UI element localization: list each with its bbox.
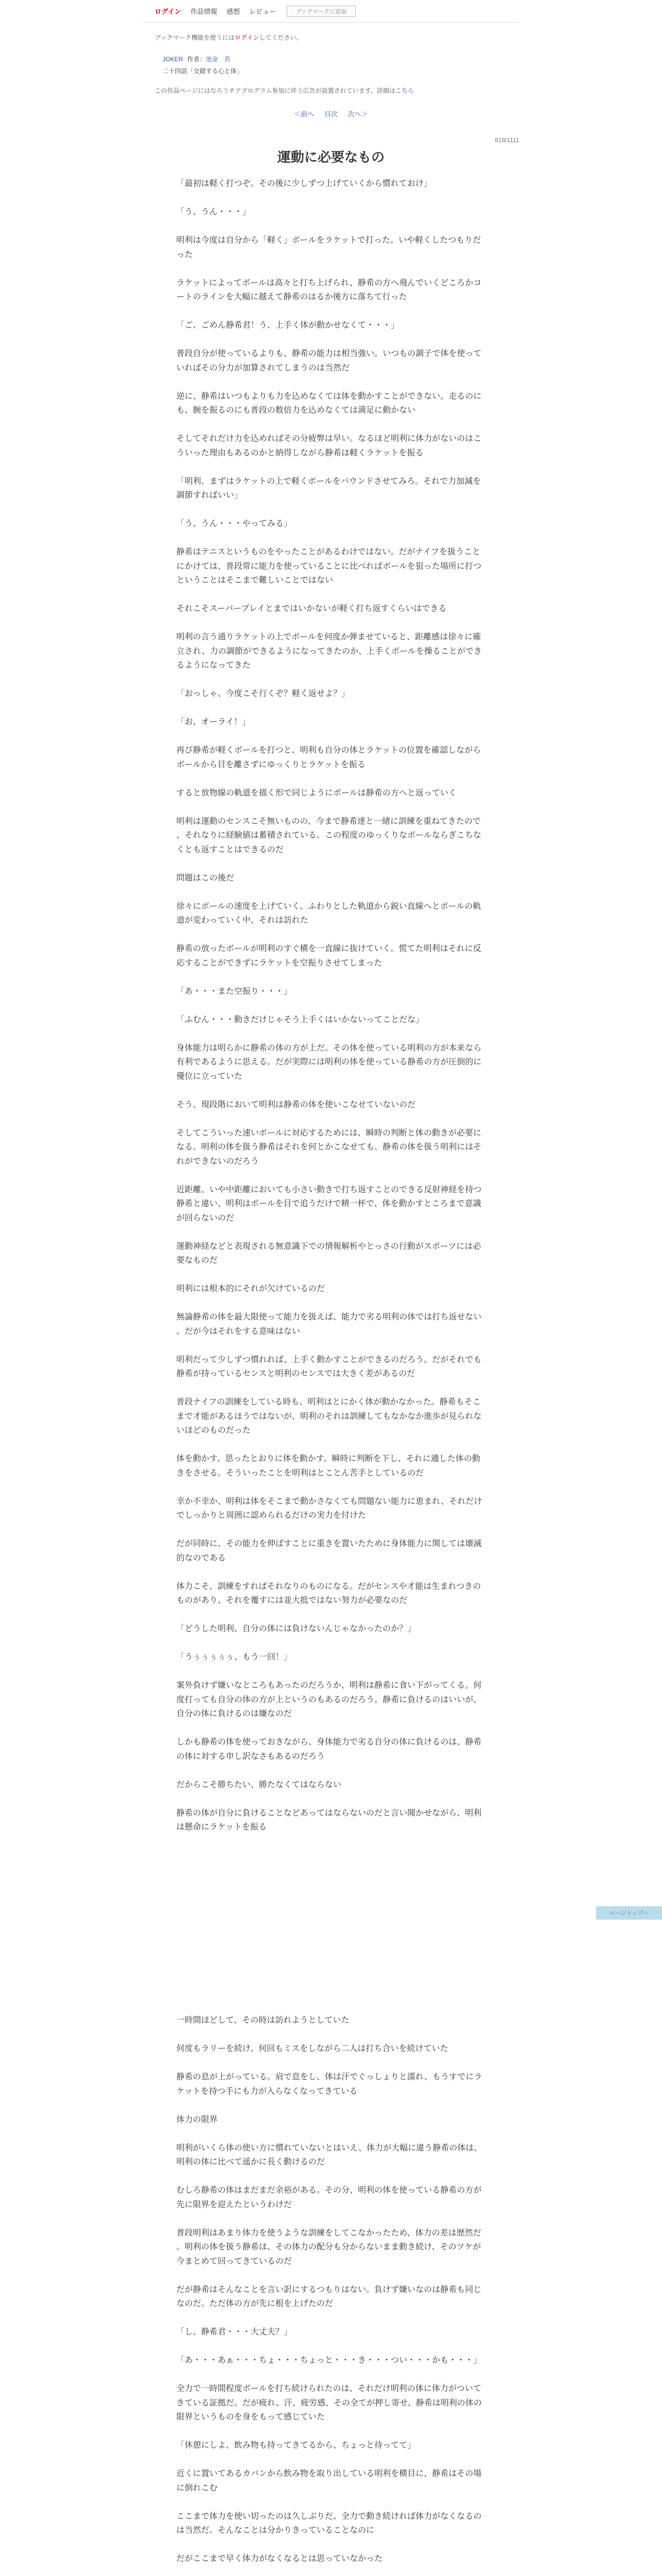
ad-space (176, 1849, 486, 2013)
body-paragraph: 「し、静希君・・・大丈夫？」 (176, 2328, 292, 2336)
body-paragraph: 「あ・・・また空振り・・・」 (176, 987, 292, 996)
body-paragraph: 身体能力は明らかに静希の体の方が上だ。その体を使っている明利の方が本来なら有利であるように思える。だが実際には明利の体を使っている静希の方が圧倒的に優位に立っていた (176, 1043, 482, 1081)
body-paragraph: 「休憩にしよ、飲み物も持ってきてるから、ちょっと待ってて」 (176, 2441, 416, 2450)
body-paragraph: 静希の放ったボールが明利のすぐ横を一直線に抜けていく。慌てた明利はそれに反応することができずにラケットを空振りさせてしまった (176, 944, 482, 968)
ad-notice-text: この作品ページにはなろうチアプログラム参加に伴う広告が設置されています。詳細は (155, 87, 395, 94)
body-paragraph: だが同時に、その能力を伸ばすことに重きを置いたために身体能力に関しては壊滅的なのである (176, 1539, 482, 1563)
body-paragraph: 明利の言う通りラケットの上でボールを何度か弾ませていると、距離感は徐々に確立され、力の調節ができるようになってきたのか、上手くボールを操ることができるようになってきた (176, 633, 482, 670)
body-paragraph: 普段自分が使っているよりも、静希の能力は相当強い。いつもの調子で体を使っていればその分力が加算されてしまうのは当然だ (176, 349, 482, 372)
nav-novel-info-link[interactable]: 作品情報 (190, 8, 218, 15)
body-paragraph: 体力の限界 (176, 2115, 218, 2124)
body-paragraph: 普段ナイフの訓練をしている時も、明利はとにかく体が動かなかった。静希もそこまで才能があるほうではないが、明利のそれは訓練してもなかなか進歩が見られないほどのものだった (176, 1398, 482, 1435)
body-paragraph: だが静希はそんなことを言い訳にするつもりはない。負けず嫌いなのは静希も同じなのだ。ただ体の方が先に根を上げたのだ (176, 2285, 482, 2308)
add-bookmark-button[interactable]: ブックマークに追加 (287, 6, 356, 17)
body-paragraph: それこそスーパープレイとまではいかないが軽く打ち返すくらいはできる (176, 604, 447, 613)
ad-notice-details-link[interactable]: こちら (395, 87, 414, 94)
author-label: 作者： (187, 56, 206, 63)
body-paragraph: だがここまで早く体力がなくなるとは思っていなかった (176, 2554, 383, 2563)
body-paragraph: 案外負けず嫌いなところもあったのだろうか、明利は静希に食い下がってくる。何度打っても自分の体の方が上というのもあるのだろう。静希に負けるのはいいが、自分の体に負けるのは嫌なのだ (176, 1681, 482, 1718)
page-top-button[interactable]: ページトップへ (596, 1906, 662, 1920)
bookmark-login-notice (143, 33, 519, 42)
body-paragraph: ここまで体力を使い切ったのは久しぶりだ。全力で動き続ければ体力がなくなるのは当然だ。そんなことは分かりきっていることなのに (176, 2512, 482, 2535)
body-paragraph: 明利だって少しずつ慣れれば、上手く動かすことができるのだろう。だがそれでも静希が持っているセンスと明利のセンスでは大きく差があるのだ (176, 1355, 482, 1378)
top-navigation-bar (143, 0, 519, 23)
body-paragraph: すると放物線の軌道を描く形で同じようにボールは静希の方へと返っていく (176, 788, 457, 798)
table-of-contents-link[interactable]: 目次 (324, 110, 338, 118)
body-paragraph: 逆に、静希はいつもよりも力を込めなくては体を動かすことができない。走るのにも、腕を振るのにも普段の数倍力を込めなくては満足に動かない (176, 392, 482, 415)
novel-contents (143, 0, 519, 2576)
body-paragraph: そしてこういった速いボールに対応するためには、瞬時の判断と体の動きが必要になる。明利の体を扱う静希はそれを何とかこなせても、静希の体を扱う明利にはそれができないのだろう (176, 1128, 482, 1166)
body-paragraph: 近くに置いてあるカバンから飲み物を取り出している明利を横目に、静希はその場に倒れこむ (176, 2469, 482, 2493)
body-paragraph: 再び静希が軽くボールを打つと、明利も自分の体とラケットの位置を確認しながらボールから目を離さずにゆっくりとラケットを振る (176, 746, 481, 769)
body-paragraph: 「う、うん・・・」 (176, 208, 251, 216)
body-paragraph: 「どうした明利、自分の体には負けないんじゃなかったのか？」 (176, 1624, 416, 1633)
nav-impressions-link[interactable]: 感想 (226, 8, 240, 15)
body-paragraph: 「あ・・・あぁ・・・ちょ・・・ちょっと・・・き・・・つい・・・かも・・・」 (176, 2356, 482, 2365)
body-paragraph: 静希の息が上がっている。肩で息をし、体は汗でぐっしょりと濡れ、もうすでにラケットを持つ手にも力が入らなくなってきている (176, 2073, 483, 2096)
nav-review-link[interactable]: レビュー (249, 8, 276, 15)
body-paragraph: そしてそれだけ力を込めればその分疲弊は早い。なるほど明利に体力がないのはこういった理由もあるのかと納得しながら静希は軽くラケットを振る (176, 434, 482, 457)
body-paragraph: 徐々にボールの速度を上げていく。ふわりとした軌道から鋭い直線へとボールの軌道が変わっていく中、それは訪れた (176, 902, 482, 925)
body-paragraph: 明利は今度は自分から「軽く」ボールをラケットで打った。いや軽くしたつもりだった (176, 236, 481, 259)
body-paragraph: 「ご、ごめん静希君！う、上手く体が動かせなくて・・・」 (176, 321, 400, 330)
episode-pager (143, 110, 519, 119)
next-episode-link[interactable]: 次へ＞ (347, 110, 368, 118)
body-section-2 (176, 2013, 486, 2576)
novel-body (176, 177, 486, 2576)
episode-title: 運動に必要なもの (277, 149, 385, 165)
author-link[interactable]: 池金 苔 (206, 56, 231, 63)
body-paragraph: 体を動かす、思ったとおりに体を動かす。瞬時に判断を下し、それに適した体の動きをさせる。そういったことを明利はとことん苦手としているのだ (176, 1454, 481, 1478)
body-paragraph: 「お、オーライ！」 (176, 718, 251, 726)
body-paragraph: 「ふむん・・・動きだけじゃそう上手くはいかないってことだな」 (176, 1015, 424, 1024)
ad-program-notice (143, 86, 519, 95)
body-paragraph: 一時間ほどして、その時は訪れようとしていた (176, 2016, 350, 2025)
body-paragraph: ラケットによってボールは高々と打ち上げられ、静希の方へ飛んでいくどころかコートのラインを大幅に越えて静希のはるか後方に落ちて行った (176, 278, 482, 301)
body-paragraph: 明利は運動のセンスこそ無いものの、今まで静希達と一緒に訓練を重ねてきたので、それなりに経験値は蓄積されている。この程度のゆっくりなボールならぎこちなくとも返すことはできるのだ (176, 817, 482, 854)
body-paragraph: 「最初は軽く打つぞ。その後に少しずつ上げていくから慣れておけ」 (176, 179, 432, 188)
chapter-title: 二十四話「交錯する心と体」 (162, 67, 243, 75)
body-paragraph: 幸か不幸か、明利は体をそこまで動かさなくても問題ない能力に恵まれ、それだけでしっかりと周囲に認められるだけの実力を付けた (176, 1497, 482, 1520)
body-paragraph: 静希の体が自分に負けることなどあってはならないのだと言い聞かせながら、明利は懸命にラケットを振る (176, 1808, 482, 1832)
body-paragraph: 明利がいくら体の使い方に慣れていないとはいえ、体力が大幅に違う静希の体は、明利の体に比べて遥かに長く動けるのだ (176, 2143, 482, 2166)
body-paragraph: 無論静希の体を最大限使って能力を扱えば、能力で劣る明利の体では打ち返せない。だが今はそれをする意味はない (176, 1313, 482, 1336)
body-paragraph: 運動神経などと表現される無意識下での情報解析やとっさの行動がスポーツには必要なものだ (176, 1242, 482, 1265)
body-paragraph: だからこそ勝ちたい、勝たなくてはならない (176, 1780, 342, 1789)
body-section-1 (176, 177, 486, 1835)
body-paragraph: 静希はテニスというものをやったことがあるわけではない。だがナイフを扱うことにかけては、普段常に能力を使っていることに比べればボールを狙った場所に打つということはそこまで難しいことではない (176, 548, 482, 585)
nav-login-link[interactable]: ログイン (155, 8, 181, 15)
episode-number: 818/1111 (494, 137, 519, 144)
body-paragraph: 「明利、まずはラケットの上で軽くボールをバウンドさせてみろ。それで力加減を調節すればいい」 (176, 477, 481, 500)
series-title-link[interactable]: JOKER (162, 56, 184, 63)
login-notice-link[interactable]: ログイン (235, 34, 259, 41)
login-notice-text-after: してください。 (259, 34, 303, 41)
prev-episode-link[interactable]: ＜前へ (294, 110, 315, 118)
body-paragraph: 普段明利はあまり体力を使うような訓練をしてこなかったため、体力の差は歴然だ。明利の体を扱う静希は、その体力の配分も分からないまま動き続け、そのツケが今まとめて回ってきているのだ (176, 2228, 482, 2266)
body-paragraph: 全力で一時間程度ボールを打ち続けられたのは、それだけ明利の体に体力がついてきている証拠だ。だが疲れ、汗、疲労感、その全てが押し寄せ、静希は明利の体の限界というものを身をもって感じていた (176, 2384, 482, 2421)
body-paragraph: 「う、うん・・・やってみる」 (176, 519, 292, 528)
body-paragraph: 問題はこの後だ (176, 873, 235, 883)
body-paragraph: 「おっしゃ、今度こそ行くぞ？軽く返せよ？」 (176, 689, 350, 698)
body-paragraph: 明利には根本的にそれが欠けているのだ (176, 1284, 325, 1293)
body-paragraph: 近距離、いや中距離においても小さい動きで打ち返すことのできる反射神経を持つ静希と違い、明利はボールを目で追うだけで精一杯で、体を動かすところまで意識が回らないのだ (176, 1185, 482, 1223)
novel-info (143, 55, 519, 76)
login-notice-text-before: ブックマーク機能を使うには (155, 34, 235, 41)
series-author-line (162, 55, 519, 64)
body-paragraph: しかも静希の体を使っておきながら、身体能力で劣る自分の体に負けるのは、静希の体に対する申し訳なさもあるのだろう (176, 1738, 482, 1761)
body-paragraph: 何度もラリーを続け、何回もミスをしながら二人は打ち合いを続けていた (176, 2044, 449, 2053)
body-paragraph: むしろ静希の体はまだまだ余裕がある。その分、明利の体を使っている静希の方が先に限界を迎えたというわけだ (176, 2186, 482, 2209)
body-paragraph: そう、現段階において明利は静希の体を使いこなせていないのだ (176, 1100, 416, 1109)
body-paragraph: 体力こそ、訓練をすればそれなりのものになる。だがセンスや才能は生まれつきのものがあり、それを覆すには並大抵ではない努力が必要なのだ (176, 1582, 481, 1605)
body-paragraph: 「うぅぅぅぅぅ、もう一回！」 (176, 1653, 292, 1662)
